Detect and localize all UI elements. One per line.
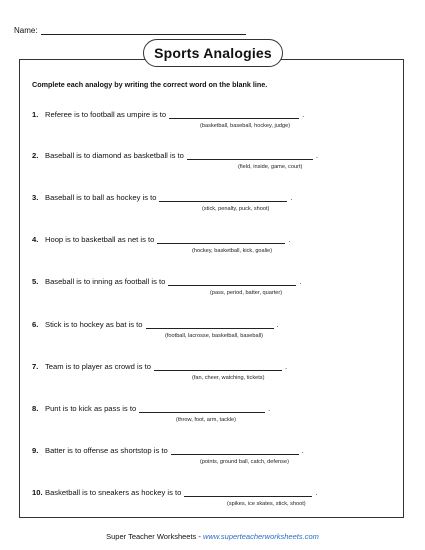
word-choices: (pass, period, batter, quarter) xyxy=(210,290,283,296)
answer-blank[interactable] xyxy=(139,404,265,413)
item-number: 2. xyxy=(32,151,39,160)
worksheet-title: Sports Analogies xyxy=(143,39,283,67)
analogy-text: Batter is to offense as shortstop is to xyxy=(45,446,168,455)
analogy-item-6: 6. Stick is to hockey as bat is to . (football, lacrosse, basketball, baseball) xyxy=(32,320,279,339)
item-number: 7. xyxy=(32,362,39,371)
instructions: Complete each analogy by writing the correct word on the blank line. xyxy=(32,80,268,89)
analogy-text: Stick is to hockey as bat is to xyxy=(45,320,143,329)
analogy-text: Hoop is to basketball as net is to xyxy=(45,235,155,244)
word-choices: (spikes, ice skates, stick, shoot) xyxy=(227,501,306,507)
analogy-item-4: 4. Hoop is to basketball as net is to . (hockey, basketball, kick, goalie) xyxy=(32,235,291,254)
word-choices: (fan, cheer, watching, tickets) xyxy=(192,375,265,381)
word-choices: (basketball, baseball, hockey, judge) xyxy=(200,123,291,129)
analogy-text: Referee is to football as umpire is to xyxy=(45,110,167,119)
answer-blank[interactable] xyxy=(187,151,313,160)
word-choices: (hockey, basketball, kick, goalie) xyxy=(192,248,273,254)
analogy-item-5: 5. Baseball is to inning as football is to . (pass, period, batter, quarter) xyxy=(32,277,302,296)
name-field xyxy=(14,26,246,35)
answer-blank[interactable] xyxy=(171,446,299,455)
analogy-item-8: 8. Punt is to kick as pass is to . (throw, foot, arm, tackle) xyxy=(32,404,271,423)
footer-separator: - xyxy=(196,532,203,541)
word-choices: (field, inside, game, court) xyxy=(238,164,303,170)
word-choices: (stick, penalty, puck, shoot) xyxy=(202,206,270,212)
answer-blank[interactable] xyxy=(154,362,282,371)
item-number: 10. xyxy=(32,488,43,497)
footer xyxy=(0,532,425,541)
name-label: Name: xyxy=(14,26,38,35)
answer-blank[interactable] xyxy=(169,110,299,119)
analogy-text: Baseball is to diamond as basketball is to xyxy=(45,151,184,160)
analogy-text: Punt is to kick as pass is to xyxy=(45,404,137,413)
word-choices: (throw, foot, arm, tackle) xyxy=(176,417,236,423)
word-choices: (points, ground ball, catch, defense) xyxy=(200,459,289,465)
analogy-item-9: 9. Batter is to offense as shortstop is to . (points, ground ball, catch, defense) xyxy=(32,446,304,465)
name-blank-line[interactable] xyxy=(41,26,246,35)
analogy-item-3: 3. Baseball is to ball as hockey is to . (stick, penalty, puck, shoot) xyxy=(32,193,293,212)
item-number: 1. xyxy=(32,110,39,119)
analogy-item-7: 7. Team is to player as crowd is to . (fan, cheer, watching, tickets) xyxy=(32,362,288,381)
footer-link[interactable]: www.superteacherworksheets.com xyxy=(202,532,319,541)
analogy-text: Team is to player as crowd is to xyxy=(45,362,151,371)
analogy-text: Basketball is to sneakers as hockey is to xyxy=(45,488,182,497)
answer-blank[interactable] xyxy=(184,488,312,497)
answer-blank[interactable] xyxy=(146,320,274,329)
analogy-item-1: 1. Referee is to football as umpire is to . (basketball, baseball, hockey, judge) xyxy=(32,110,305,129)
item-number: 3. xyxy=(32,193,39,202)
item-number: 5. xyxy=(32,277,39,286)
analogy-text: Baseball is to inning as football is to xyxy=(45,277,166,286)
analogy-text: Baseball is to ball as hockey is to xyxy=(45,193,157,202)
answer-blank[interactable] xyxy=(168,277,296,286)
item-number: 9. xyxy=(32,446,39,455)
analogy-item-2: 2. Baseball is to diamond as basketball is to . (field, inside, game, court) xyxy=(32,151,319,170)
answer-blank[interactable] xyxy=(159,193,287,202)
item-number: 6. xyxy=(32,320,39,329)
word-choices: (football, lacrosse, basketball, baseball) xyxy=(165,333,263,339)
item-number: 4. xyxy=(32,235,39,244)
analogy-item-10: 10. Basketball is to sneakers as hockey is to . (spikes, ice skates, stick, shoot) xyxy=(32,488,318,507)
footer-brand: Super Teacher Worksheets xyxy=(106,532,197,541)
answer-blank[interactable] xyxy=(157,235,285,244)
item-number: 8. xyxy=(32,404,39,413)
